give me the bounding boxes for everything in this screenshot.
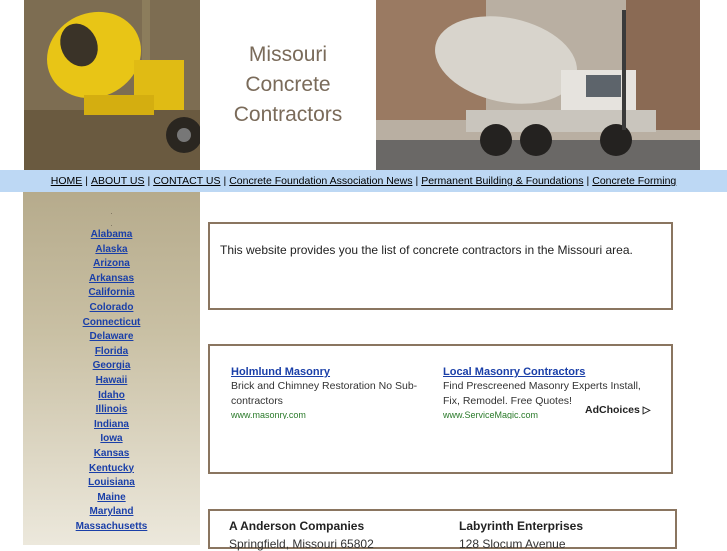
state-link-alabama[interactable]: Alabama [90, 229, 133, 240]
state-link-indiana[interactable]: Indiana [93, 418, 129, 430]
adchoices-triangle-icon: ▷ [642, 405, 651, 416]
intro-text: This website provides you the list of concrete contractors in the Missouri area. [220, 243, 633, 257]
ad-title-link[interactable]: Local Masonry Contractors [443, 366, 586, 378]
contractor-listing-box [208, 509, 677, 549]
state-link-florida[interactable]: Florida [94, 345, 129, 357]
concrete-mixer-photo [24, 0, 200, 170]
site-title-line-1: Missouri [248, 43, 328, 66]
state-list-item [23, 255, 200, 270]
state-link-kentucky[interactable]: Kentucky [88, 462, 134, 474]
state-list [23, 226, 200, 532]
main-content [200, 192, 727, 551]
nav-contact-link[interactable]: CONTACT US [153, 175, 221, 187]
decorative-dot: . [110, 207, 113, 216]
state-link-kansas[interactable]: Kansas [93, 447, 130, 459]
states-sidebar [23, 192, 200, 545]
state-list-item [23, 270, 200, 285]
ad-url[interactable]: www.masonry.com [231, 410, 306, 419]
state-list-item [23, 416, 200, 431]
state-list-item [23, 401, 200, 416]
state-list-item [23, 430, 200, 445]
ad-title-link[interactable]: Holmlund Masonry [231, 366, 331, 378]
state-list-item [23, 226, 200, 241]
state-link-maryland[interactable]: Maryland [89, 506, 134, 518]
state-list-item [23, 518, 200, 533]
state-list-item [23, 284, 200, 299]
state-link-alaska[interactable]: Alaska [95, 243, 128, 255]
top-nav [0, 170, 727, 192]
state-link-massachusetts[interactable]: Massachusetts [75, 520, 148, 532]
nav-about-link[interactable]: ABOUT US [90, 175, 145, 187]
contractor-entry [459, 519, 583, 551]
contractor-name: Labyrinth Enterprises [459, 519, 584, 533]
contractor-address: 128 Slocum Avenue [459, 537, 566, 551]
state-link-louisiana[interactable]: Louisiana [88, 477, 135, 489]
state-link-idaho[interactable]: Idaho [98, 389, 125, 401]
state-list-item [23, 445, 200, 460]
state-link-colorado[interactable]: Colorado [89, 301, 134, 313]
state-list-item [23, 357, 200, 372]
adchoices-link[interactable] [585, 404, 650, 416]
state-list-item [23, 489, 200, 504]
contractor-name: A Anderson Companies [229, 519, 365, 533]
nav-concrete-forming-link[interactable]: Concrete Forming [592, 175, 677, 187]
ad-description: Brick and Chimney Restoration No Sub-contractors [231, 380, 418, 407]
state-link-arkansas[interactable]: Arkansas [88, 272, 135, 284]
nav-separator: | [415, 175, 419, 187]
header-banner [24, 0, 700, 170]
state-link-arizona[interactable]: Arizona [93, 258, 130, 270]
sidebar-spacer [23, 192, 200, 226]
state-link-delaware[interactable]: Delaware [89, 331, 134, 343]
ad-url[interactable]: www.ServiceMagic.com [443, 410, 539, 419]
state-list-item [23, 343, 200, 358]
nav-separator: | [223, 175, 227, 187]
decorative-dot: . [110, 219, 113, 228]
state-link-hawaii[interactable]: Hawaii [95, 374, 128, 386]
state-link-california[interactable]: California [88, 287, 135, 299]
site-title-line-3: Contractors [233, 103, 343, 126]
state-link-iowa[interactable]: Iowa [100, 433, 123, 445]
state-link-georgia[interactable]: Georgia [92, 360, 131, 372]
ad-unit [231, 366, 441, 419]
nav-separator: | [85, 175, 88, 187]
contractor-address: Springfield, Missouri 65802 [229, 537, 374, 551]
state-link-maine[interactable]: Maine [97, 491, 126, 503]
state-link-illinois[interactable]: Illinois [95, 404, 128, 416]
state-list-item [23, 474, 200, 489]
state-list-item [23, 372, 200, 387]
adchoices-label: AdChoices [585, 404, 640, 416]
state-list-item [23, 299, 200, 314]
state-link-connecticut[interactable]: Connecticut [82, 316, 141, 328]
nav-separator: | [586, 175, 590, 187]
nav-permanent-building-link[interactable]: Permanent Building & Foundations [421, 175, 584, 187]
ad-box [208, 344, 673, 474]
contractor-entry [229, 519, 374, 551]
nav-home-link[interactable]: HOME [50, 175, 83, 187]
nav-foundation-news-link[interactable]: Concrete Foundation Association News [229, 175, 413, 187]
state-list-item [23, 314, 200, 329]
state-list-item [23, 387, 200, 402]
concrete-truck-photo [376, 0, 700, 170]
site-title [200, 0, 376, 170]
state-list-item [23, 241, 200, 256]
nav-separator: | [147, 175, 151, 187]
site-title-line-2: Concrete [245, 73, 331, 96]
ad-description: Find Prescreened Masonry Experts Install, Fix, Remodel. Free Quotes! [443, 380, 641, 407]
state-list-item [23, 328, 200, 343]
state-list-item [23, 503, 200, 518]
intro-box [208, 222, 673, 310]
state-list-item [23, 460, 200, 475]
